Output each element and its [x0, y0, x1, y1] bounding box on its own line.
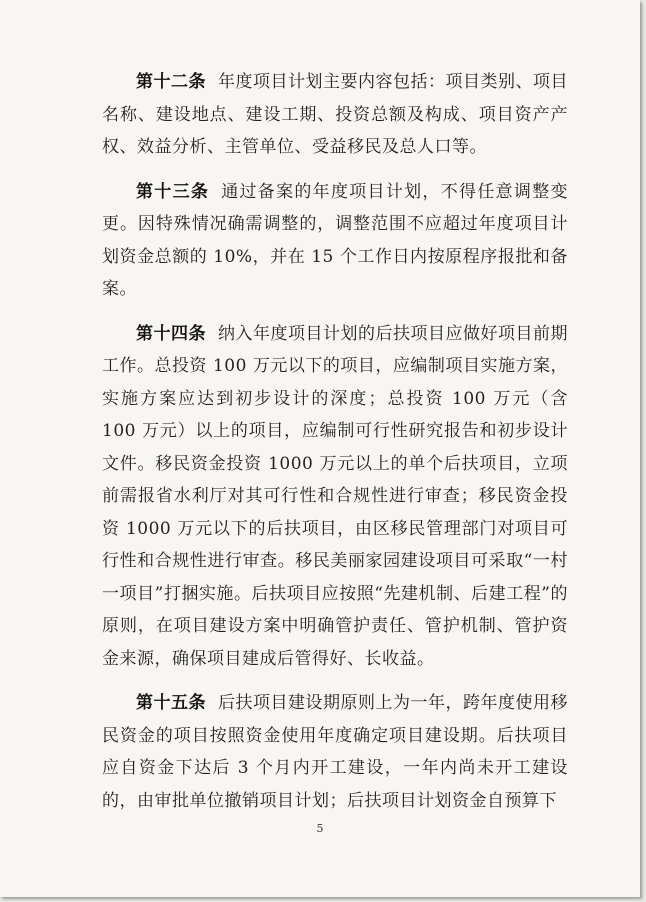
article-12-text: 年度项目计划主要内容包括：项目类别、项目名称、建设地点、建设工期、投资总额及构成、项目资产产权、效益分析、主管单位、受益移民及总人口等。 [102, 72, 568, 157]
article-13 [102, 176, 568, 306]
article-15 [102, 687, 568, 817]
article-14-text: 纳入年度项目计划的后扶项目应做好项目前期工作。总投资 100 万元以下的项目，应编制项目实施方案，实施方案应达到初步设计的深度；总投资 100 万元（含 100 万元）以上的项目，应编制可行性研究报告和初步设计文件。移民资金投资 1000 万元以上的单个后扶项目，立项前需报省水利厅对其可行性和合规性进行审查；移民资金投资 1000 万元以下的后扶项目，由区移民管理部门对项目可行性和合规性进行审查。移民美丽家园建设项目可采取“一村一项目”打捆实施。后扶项目应按照“先建机制、后建工程”的原则，在项目建设方案中明确管护责任、管护机制、管护资金来源，确保项目建成后管得好、长收益。 [102, 323, 568, 669]
article-15-number: 第十五条 [136, 693, 206, 713]
article-12-number: 第十二条 [136, 72, 206, 92]
article-13-number: 第十三条 [136, 181, 210, 202]
page-number: 5 [316, 822, 324, 835]
article-14-number: 第十四条 [136, 323, 206, 344]
document-body [102, 66, 568, 829]
article-14 [102, 318, 568, 676]
article-13-text: 通过备案的年度项目计划，不得任意调整变更。因特殊情况确需调整的，调整范围不应超过年度项目计划资金总额的 10%，并在 15 个工作日内按原程序报批和备案。 [102, 181, 569, 299]
article-12 [102, 66, 568, 164]
article-15-text: 后扶项目建设期原则上为一年，跨年度使用移民资金的项目按照资金使用年度确定项目建设期。后扶项目应自资金下达后 3 个月内开工建设，一年内尚未开工建设的，由审批单位撤销项目计划；后扶项目计划资金自预算下 [102, 693, 568, 811]
